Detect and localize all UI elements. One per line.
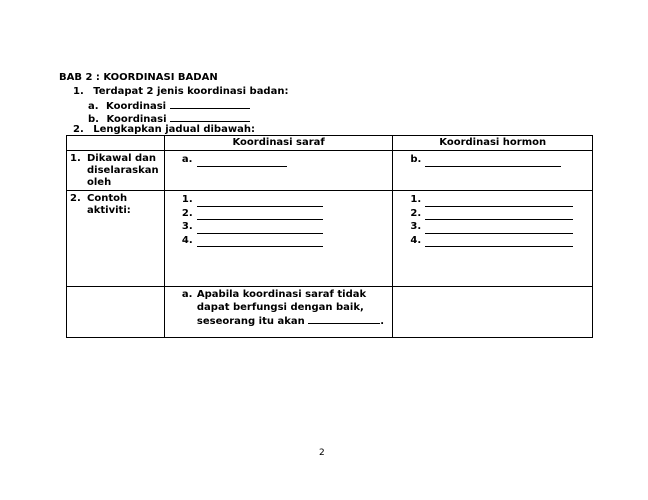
hormon-item-label: b.: [410, 154, 422, 165]
question-1: [73, 86, 288, 97]
question-2: [73, 124, 255, 135]
list-item-number: 4.: [410, 234, 422, 246]
note-end: .: [380, 316, 385, 327]
answer-blank[interactable]: [425, 224, 573, 234]
row-3-saraf-cell: [164, 287, 393, 338]
chapter-heading: BAB 2 : KOORDINASI BADAN: [59, 72, 218, 83]
answer-blank[interactable]: [197, 224, 323, 234]
table-header-row: [67, 136, 593, 151]
table-row: [67, 191, 593, 287]
answer-blank[interactable]: [197, 237, 323, 247]
list-item-number: 3.: [410, 221, 422, 232]
row-3-label-cell: [67, 287, 165, 338]
row-2-label: Contoh aktiviti:: [87, 193, 131, 216]
row-1-hormon-cell: [393, 151, 593, 191]
row-1-label-cell: [67, 151, 165, 191]
table-row: [67, 151, 593, 191]
answer-blank[interactable]: [197, 157, 287, 167]
answer-blank[interactable]: [170, 99, 250, 109]
question-2-text: Lengkapkan jadual dibawah:: [93, 124, 255, 135]
coordination-table: [66, 135, 593, 338]
question-1-text: Terdapat 2 jenis koordinasi badan:: [93, 86, 289, 97]
list-item-number: 3.: [181, 221, 193, 232]
answer-blank[interactable]: [425, 157, 561, 167]
question-1-item-a: [88, 99, 250, 112]
item-b-label: b.: [88, 114, 99, 125]
row-1-saraf-cell: [164, 151, 393, 191]
page-number: 2: [319, 448, 325, 458]
table-row: [67, 287, 593, 338]
answer-blank[interactable]: [197, 210, 323, 220]
list-item-number: 4.: [181, 234, 193, 246]
row-1-number: 1.: [70, 153, 81, 164]
list-item-number: 2.: [181, 207, 193, 219]
list-item-number: 2.: [410, 207, 422, 219]
answer-blank[interactable]: [425, 210, 573, 220]
answer-blank[interactable]: [197, 197, 323, 207]
note-label: a.: [181, 289, 193, 300]
header-empty: [67, 136, 165, 151]
header-koordinasi-saraf: Koordinasi saraf: [164, 136, 393, 151]
list-item-number: 1.: [181, 194, 193, 205]
question-2-number: 2.: [73, 124, 84, 135]
answer-blank[interactable]: [170, 112, 250, 122]
saraf-item-label: a.: [181, 154, 193, 165]
row-2-hormon-cell: [393, 191, 593, 287]
note-text: Apabila koordinasi saraf tidak dapat berfungsi dengan baik, seseorang itu akan: [196, 289, 367, 327]
header-koordinasi-hormon: Koordinasi hormon: [393, 136, 593, 151]
row-2-saraf-cell: [164, 191, 393, 287]
answer-blank[interactable]: [425, 197, 573, 207]
answer-blank[interactable]: [425, 237, 573, 247]
question-1-number: 1.: [73, 86, 84, 97]
item-b-text: Koordinasi: [106, 114, 167, 125]
answer-blank[interactable]: [308, 314, 380, 324]
row-1-label: Dikawal dan diselaraskan oleh: [87, 153, 159, 188]
row-2-label-cell: [67, 191, 165, 287]
item-a-text: Koordinasi: [106, 101, 167, 112]
row-3-hormon-cell: [393, 287, 593, 338]
list-item-number: 1.: [410, 194, 422, 205]
row-2-number: 2.: [70, 193, 81, 204]
item-a-label: a.: [88, 101, 99, 112]
